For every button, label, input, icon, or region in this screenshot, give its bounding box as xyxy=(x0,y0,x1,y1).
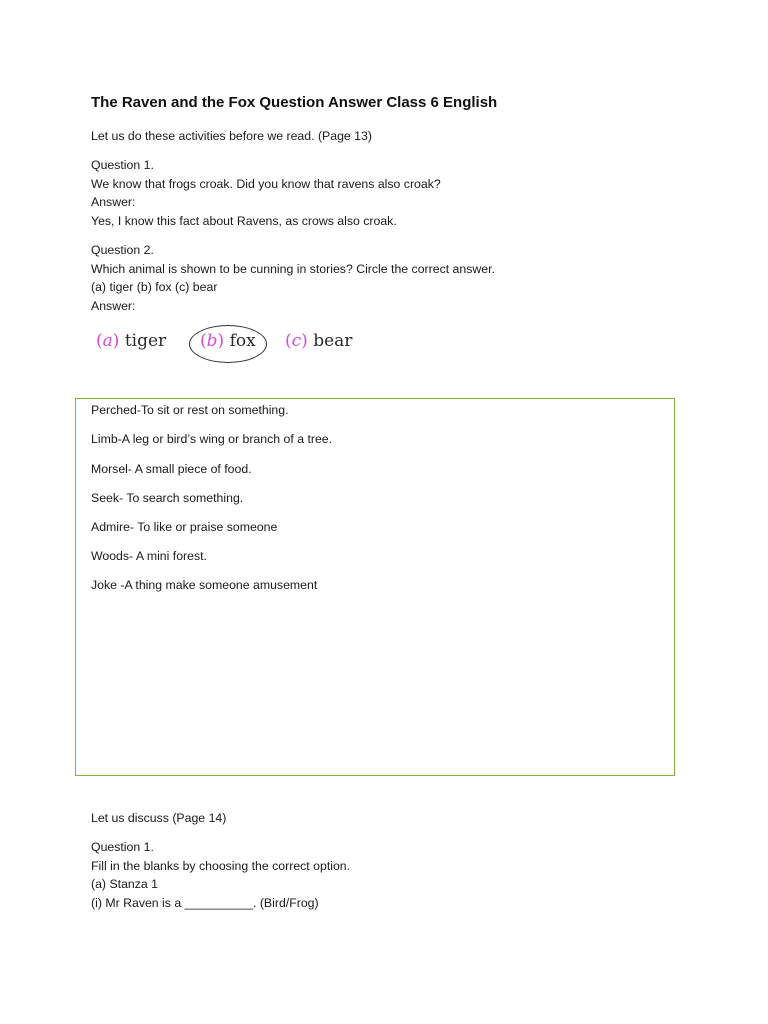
q1-answer-label: Answer: xyxy=(91,195,136,209)
page-title: The Raven and the Fox Question Answer Class 6 English xyxy=(91,94,498,111)
option-a-word: tiger xyxy=(124,331,167,351)
glossary-item: Admire- To like or praise someone xyxy=(91,520,278,534)
glossary-item: Seek- To search something. xyxy=(91,491,244,505)
option-c-word: bear xyxy=(313,331,353,351)
q2-answer-label: Answer: xyxy=(91,299,136,313)
option-c xyxy=(285,331,352,351)
option-a-label: (a) xyxy=(96,331,120,351)
discuss-q-label: Question 1. xyxy=(91,840,154,854)
glossary-item: Woods- A mini forest. xyxy=(91,549,207,563)
option-b xyxy=(200,331,256,351)
option-b-label: (b) xyxy=(200,331,225,351)
q1-label: Question 1. xyxy=(91,158,154,172)
q1-question: We know that frogs croak. Did you know that ravens also croak? xyxy=(91,177,441,191)
option-c-label: (c) xyxy=(285,331,308,351)
glossary-item: Perched-To sit or rest on something. xyxy=(91,403,289,417)
q2-question: Which animal is shown to be cunning in stories? Circle the correct answer. xyxy=(91,262,495,276)
discuss-instruction: Fill in the blanks by choosing the correct option. xyxy=(91,859,351,873)
discuss-heading: Let us discuss (Page 14) xyxy=(91,811,227,825)
q1-answer: Yes, I know this fact about Ravens, as crows also croak. xyxy=(91,214,397,228)
discuss-stanza: (a) Stanza 1 xyxy=(91,877,158,891)
q2-label: Question 2. xyxy=(91,243,154,257)
glossary-item: Morsel- A small piece of food. xyxy=(91,462,252,476)
intro-text: Let us do these activities before we read. (Page 13) xyxy=(91,129,372,143)
option-a xyxy=(96,331,166,351)
glossary-item: Limb-A leg or bird’s wing or branch of a tree. xyxy=(91,432,333,446)
answer-options-figure xyxy=(96,325,396,365)
glossary-item: Joke -A thing make someone amusement xyxy=(91,578,318,592)
q2-choices: (a) tiger (b) fox (c) bear xyxy=(91,280,218,294)
option-b-word: fox xyxy=(229,331,256,351)
discuss-item: (i) Mr Raven is a __________. (Bird/Frog) xyxy=(91,896,319,910)
